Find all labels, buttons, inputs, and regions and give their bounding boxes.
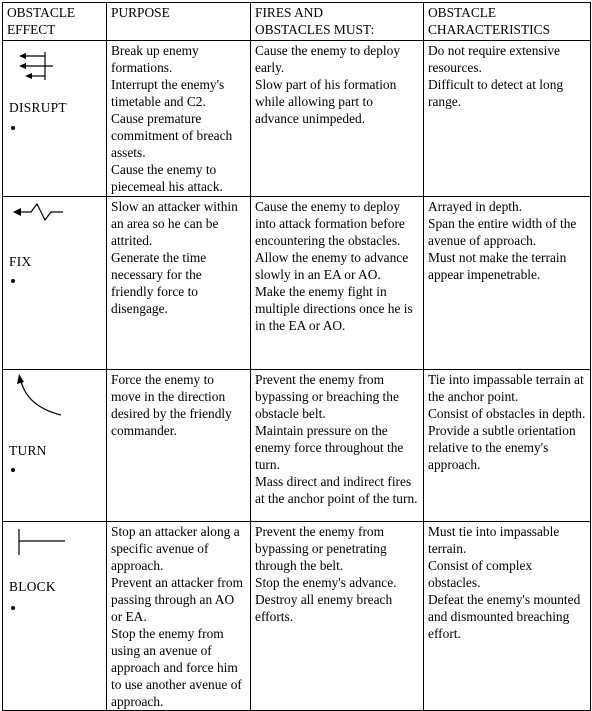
fires-item: Prevent the enemy from bypassing or penetrating through the belt. xyxy=(255,524,387,573)
table-row xyxy=(3,370,591,522)
fires-cell-disrupt xyxy=(251,41,424,197)
purpose-item: Generate the time necessary for the friendly force to disengage. xyxy=(111,250,207,316)
characteristics-item: Span the entire width of the avenue of approach. xyxy=(428,216,577,248)
effect-cell-disrupt xyxy=(3,41,107,197)
fires-item: Destroy all enemy breach efforts. xyxy=(255,592,393,624)
characteristics-cell-turn xyxy=(424,370,591,522)
header-row xyxy=(3,3,591,41)
table-row xyxy=(3,197,591,370)
characteristics-item: Must not make the terrain appear impenetrable. xyxy=(428,250,567,282)
bullet-dot xyxy=(11,126,15,130)
effect-label-fix: FIX xyxy=(9,254,32,269)
fires-item: Cause the enemy to deploy into attack formation before encountering the obstacles. xyxy=(255,199,405,248)
characteristics-item: Do not require extensive resources. xyxy=(428,43,561,75)
fires-item: Allow the enemy to advance slowly in an EA or AO. xyxy=(255,250,409,282)
table-row xyxy=(3,41,591,197)
purpose-item: Prevent an attacker from passing through an AO or EA. xyxy=(111,575,243,624)
fires-item: Mass direct and indirect fires at the anchor point of the turn. xyxy=(255,474,418,506)
disrupt-icon xyxy=(7,42,67,90)
header-purpose-text: PURPOSE xyxy=(111,5,170,20)
table-row xyxy=(3,522,591,711)
characteristics-item: Consist of complex obstacles. xyxy=(428,558,533,590)
purpose-item: Cause premature commitment of breach assets. xyxy=(111,111,233,160)
purpose-cell-fix xyxy=(107,197,251,370)
header-effect-line1: OBSTACLE xyxy=(7,5,76,20)
fires-cell-turn xyxy=(251,370,424,522)
purpose-cell-disrupt xyxy=(107,41,251,197)
obstacle-effects-table xyxy=(2,2,591,711)
purpose-item: Cause the enemy to piecemeal his attack. xyxy=(111,162,223,194)
fires-item: Cause the enemy to deploy early. xyxy=(255,43,401,75)
characteristics-cell-fix xyxy=(424,197,591,370)
header-chars-line2: CHARACTERISTICS xyxy=(428,22,551,37)
characteristics-item: Defeat the enemy's mounted and dismounted breaching effort. xyxy=(428,592,581,641)
bullet-dot xyxy=(11,468,15,472)
fires-item: Maintain pressure on the enemy force throughout the turn. xyxy=(255,423,404,472)
fires-item: Stop the enemy's advance. xyxy=(255,575,397,590)
purpose-item: Break up enemy formations. xyxy=(111,43,199,75)
header-fires-line1: FIRES AND xyxy=(255,5,324,20)
characteristics-item: Tie into impassable terrain at the anchor point. xyxy=(428,372,584,404)
bullet-dot xyxy=(11,606,15,610)
purpose-cell-block xyxy=(107,522,251,711)
header-effect-line2: EFFECT xyxy=(7,22,56,37)
fires-item: Make the enemy fight in multiple directions once he is in the EA or AO. xyxy=(255,284,413,333)
purpose-item: Stop the enemy from using an avenue of approach and force him to use another avenue of approach. xyxy=(111,626,242,709)
purpose-item: Stop an attacker along a specific avenue of approach. xyxy=(111,524,240,573)
effect-label-disrupt: DISRUPT xyxy=(9,100,67,115)
characteristics-item: Arrayed in depth. xyxy=(428,199,523,214)
header-obstacle-effect xyxy=(3,3,107,41)
purpose-item: Interrupt the enemy's timetable and C2. xyxy=(111,77,225,109)
effect-cell-block xyxy=(3,522,107,711)
fires-item: Prevent the enemy from bypassing or breaching the obstacle belt. xyxy=(255,372,399,421)
header-obstacle-characteristics xyxy=(424,3,591,41)
bullet-dot xyxy=(11,279,15,283)
purpose-item: Force the enemy to move in the direction desired by the friendly commander. xyxy=(111,372,232,438)
purpose-cell-turn xyxy=(107,370,251,522)
characteristics-cell-block xyxy=(424,522,591,711)
fix-icon xyxy=(7,198,67,246)
fires-cell-fix xyxy=(251,197,424,370)
header-chars-line1: OBSTACLE xyxy=(428,5,497,20)
effect-label-turn: TURN xyxy=(9,443,47,458)
block-icon xyxy=(7,523,67,571)
fires-item: Slow part of his formation while allowing part to advance unimpeded. xyxy=(255,77,397,126)
characteristics-item: Consist of obstacles in depth. xyxy=(428,406,586,421)
effect-cell-fix xyxy=(3,197,107,370)
effect-cell-turn xyxy=(3,370,107,522)
header-purpose xyxy=(107,3,251,41)
characteristics-item: Provide a subtle orientation relative to the enemy's approach. xyxy=(428,423,576,472)
turn-icon xyxy=(7,371,67,419)
effect-label-block: BLOCK xyxy=(9,579,56,594)
purpose-item: Slow an attacker within an area so he can be attrited. xyxy=(111,199,238,248)
characteristics-cell-disrupt xyxy=(424,41,591,197)
header-fires-line2: OBSTACLES MUST: xyxy=(255,22,375,37)
characteristics-item: Difficult to detect at long range. xyxy=(428,77,564,109)
characteristics-item: Must tie into impassable terrain. xyxy=(428,524,560,556)
fires-cell-block xyxy=(251,522,424,711)
header-fires-and-obstacles xyxy=(251,3,424,41)
